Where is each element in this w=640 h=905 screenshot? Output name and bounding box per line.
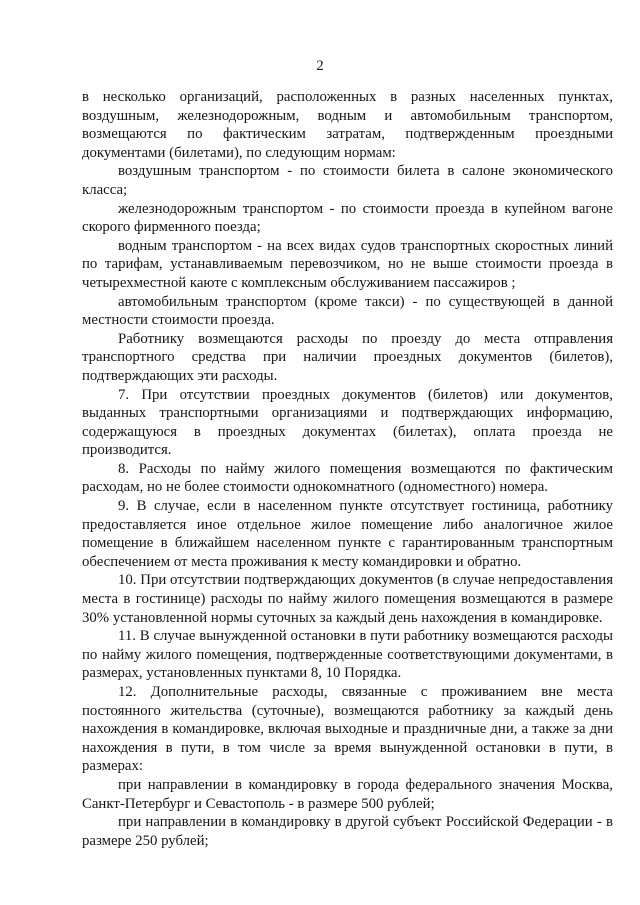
- paragraph-item-8: 8. Расходы по найму жилого помещения возмещаются по фактическим расходам, но не более стоимости однокомнатного (одноместного) номера.: [82, 460, 613, 496]
- paragraph-item-11: 11. В случае вынужденной остановки в пути работнику возмещаются расходы по найму жилого помещения, подтвержденные соответствующими документами, в размерах, установленных пунктами 8, 10 Порядка.: [82, 628, 613, 682]
- paragraph-departure-expenses: Работнику возмещаются расходы по проезду до места отправления транспортного средства при наличии проездных документов (билетов), подтверждающих эти расходы.: [82, 330, 613, 384]
- paragraph-water-transport: водным транспортом - на всех видах судов транспортных скоростных линий по тарифам, устанавливаемым перевозчиком, но не выше стоимости проезда в четырехместной каюте с комплексным обслуживанием пассажиров ;: [82, 237, 613, 291]
- paragraph-item-9: 9. В случае, если в населенном пункте отсутствует гостиница, работнику предоставляется иное отдельное жилое помещение либо аналогичное жилое помещение в ближайшем населенном пункте с гарантированным транспортным обеспечением от места проживания к месту командировки и обратно.: [82, 498, 613, 570]
- paragraph-federal-cities-rate: при направлении в командировку в города федерального значения Москва, Санкт-Петербург и Севастополь - в размере 500 рублей;: [82, 776, 613, 812]
- paragraph-item-7: 7. При отсутствии проездных документов (билетов) или документов, выданных транспортными организациями и подтверждающих информацию, содержащуюся в проездных документах (билетах), оплата проезда не производится.: [82, 386, 613, 459]
- page-number: 2: [316, 58, 324, 74]
- paragraph-item-12: 12. Дополнительные расходы, связанные с проживанием вне места постоянного жительства (суточные), возмещаются работнику за каждый день нахождения в командировке, включая выходные и праздничные дни, а также за дни нахождения в пути, в том числе за время вынужденной остановки в пути, в размерах:: [82, 684, 613, 775]
- paragraph-continuation: в несколько организаций, расположенных в разных населенных пунктах, воздушным, железнодорожным, водным и автомобильным транспортом, возмещаются по фактическим затратам, подтвержденным проездными документами (билетами), по следующим нормам:: [82, 89, 613, 161]
- paragraph-air-transport: воздушным транспортом - по стоимости билета в салоне экономического класса;: [82, 163, 613, 198]
- paragraph-rail-transport: железнодорожным транспортом - по стоимости проезда в купейном вагоне скорого фирменного поезда;: [82, 200, 613, 236]
- paragraph-road-transport: автомобильным транспортом (кроме такси) - по существующей в данной местности стоимости проезда.: [82, 293, 613, 329]
- document-body: [82, 88, 613, 850]
- paragraph-item-10: 10. При отсутствии подтверждающих документов (в случае непредоставления места в гостинице) расходы по найму жилого помещения возмещаются в размере 30% установленной нормы суточных за каждый день нахождения в командировке.: [82, 572, 613, 626]
- paragraph-other-region-rate: при направлении в командировку в другой субъект Российской Федерации - в размере 250 рублей;: [82, 814, 613, 849]
